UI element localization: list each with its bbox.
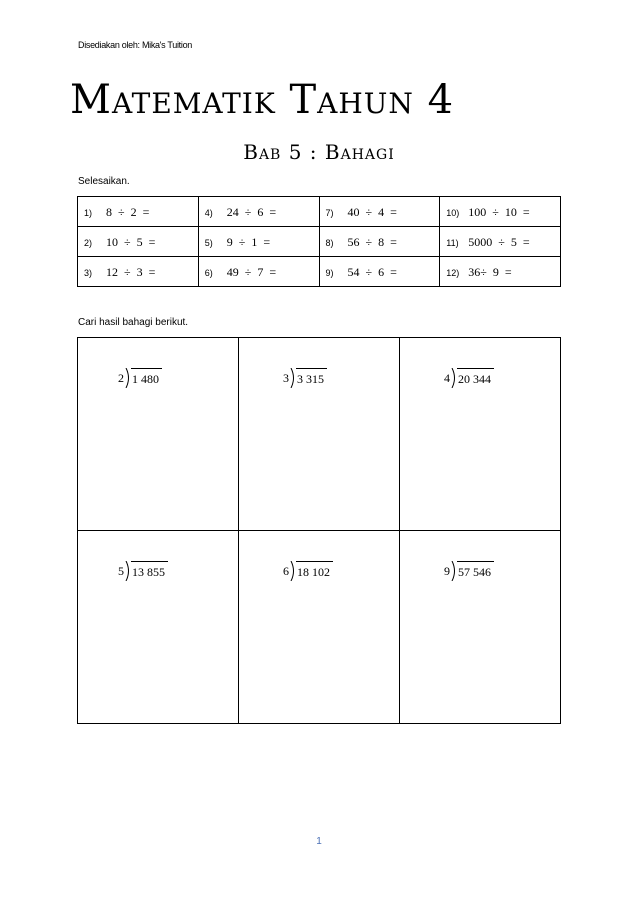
question-cell	[440, 227, 561, 257]
question-expression: 54 ÷ 6 =	[347, 264, 397, 279]
question-number: 7)	[325, 207, 334, 218]
question-cell	[198, 257, 319, 287]
question-number: 3)	[84, 267, 93, 278]
dividend: 13 855	[131, 561, 168, 582]
table-row	[78, 338, 561, 531]
question-expression: 8 ÷ 2 =	[106, 204, 150, 219]
question-number: 12)	[446, 267, 460, 278]
table-row	[78, 531, 561, 724]
question-number: 1)	[84, 207, 93, 218]
question-number: 9)	[325, 267, 334, 278]
divisor: 2	[118, 371, 124, 385]
question-expression: 36÷ 9 =	[468, 264, 512, 279]
dividend: 3 315	[296, 368, 327, 389]
chapter-subtitle: Bab 5 : Bahagi	[243, 140, 395, 164]
divisor: 3	[283, 371, 289, 385]
question-expression: 49 ÷ 7 =	[226, 264, 277, 279]
question-cell	[78, 227, 199, 257]
question-expression: 12 ÷ 3 =	[106, 264, 156, 279]
question-expression: 10 ÷ 5 =	[106, 234, 156, 249]
divisor: 4	[444, 371, 450, 385]
question-cell	[319, 227, 440, 257]
divisor: 9	[444, 564, 450, 578]
instruction-solve: Selesaikan.	[78, 176, 130, 187]
long-division-cell	[400, 531, 561, 724]
question-cell	[440, 197, 561, 227]
question-number: 2)	[84, 237, 93, 248]
question-cell	[198, 197, 319, 227]
divisor: 6	[283, 564, 289, 578]
long-division-problem	[283, 368, 327, 389]
question-cell	[319, 197, 440, 227]
question-cell	[78, 197, 199, 227]
long-division-problem	[444, 368, 494, 389]
long-division-table	[77, 337, 561, 724]
question-number: 6)	[204, 267, 213, 278]
question-expression: 40 ÷ 4 =	[347, 204, 397, 219]
long-division-cell	[78, 338, 239, 531]
long-division-problem	[118, 561, 168, 582]
dividend: 18 102	[296, 561, 333, 582]
question-cell	[198, 227, 319, 257]
header-note: Disediakan oleh: Mika's Tuition	[78, 40, 192, 50]
divisor: 5	[118, 564, 124, 578]
instruction-find-quotient: Cari hasil bahagi berikut.	[78, 317, 189, 328]
question-number: 10)	[446, 207, 460, 218]
question-number: 8)	[325, 237, 334, 248]
long-division-problem	[283, 561, 333, 582]
page-title: Matematik Tahun 4	[70, 77, 455, 123]
question-cell	[440, 257, 561, 287]
question-number: 11)	[446, 237, 459, 248]
long-division-problem	[118, 368, 162, 389]
dividend: 57 546	[457, 561, 494, 582]
long-division-cell	[400, 338, 561, 531]
page-number: 1	[316, 836, 322, 847]
long-division-cell	[239, 531, 400, 724]
question-cell	[78, 257, 199, 287]
dividend: 20 344	[457, 368, 494, 389]
question-number: 5)	[204, 237, 213, 248]
question-expression: 5000 ÷ 5 =	[468, 234, 530, 249]
long-division-problem	[444, 561, 494, 582]
long-division-cell	[78, 531, 239, 724]
question-number: 4)	[204, 207, 213, 218]
division-questions-table	[77, 196, 561, 287]
long-division-cell	[239, 338, 400, 531]
question-expression: 24 ÷ 6 =	[226, 204, 277, 219]
question-expression: 100 ÷ 10 =	[468, 204, 530, 219]
question-expression: 9 ÷ 1 =	[226, 234, 271, 249]
table-row	[78, 197, 561, 227]
table-row	[78, 227, 561, 257]
dividend: 1 480	[131, 368, 162, 389]
question-cell	[319, 257, 440, 287]
table-row	[78, 257, 561, 287]
question-expression: 56 ÷ 8 =	[347, 234, 397, 249]
